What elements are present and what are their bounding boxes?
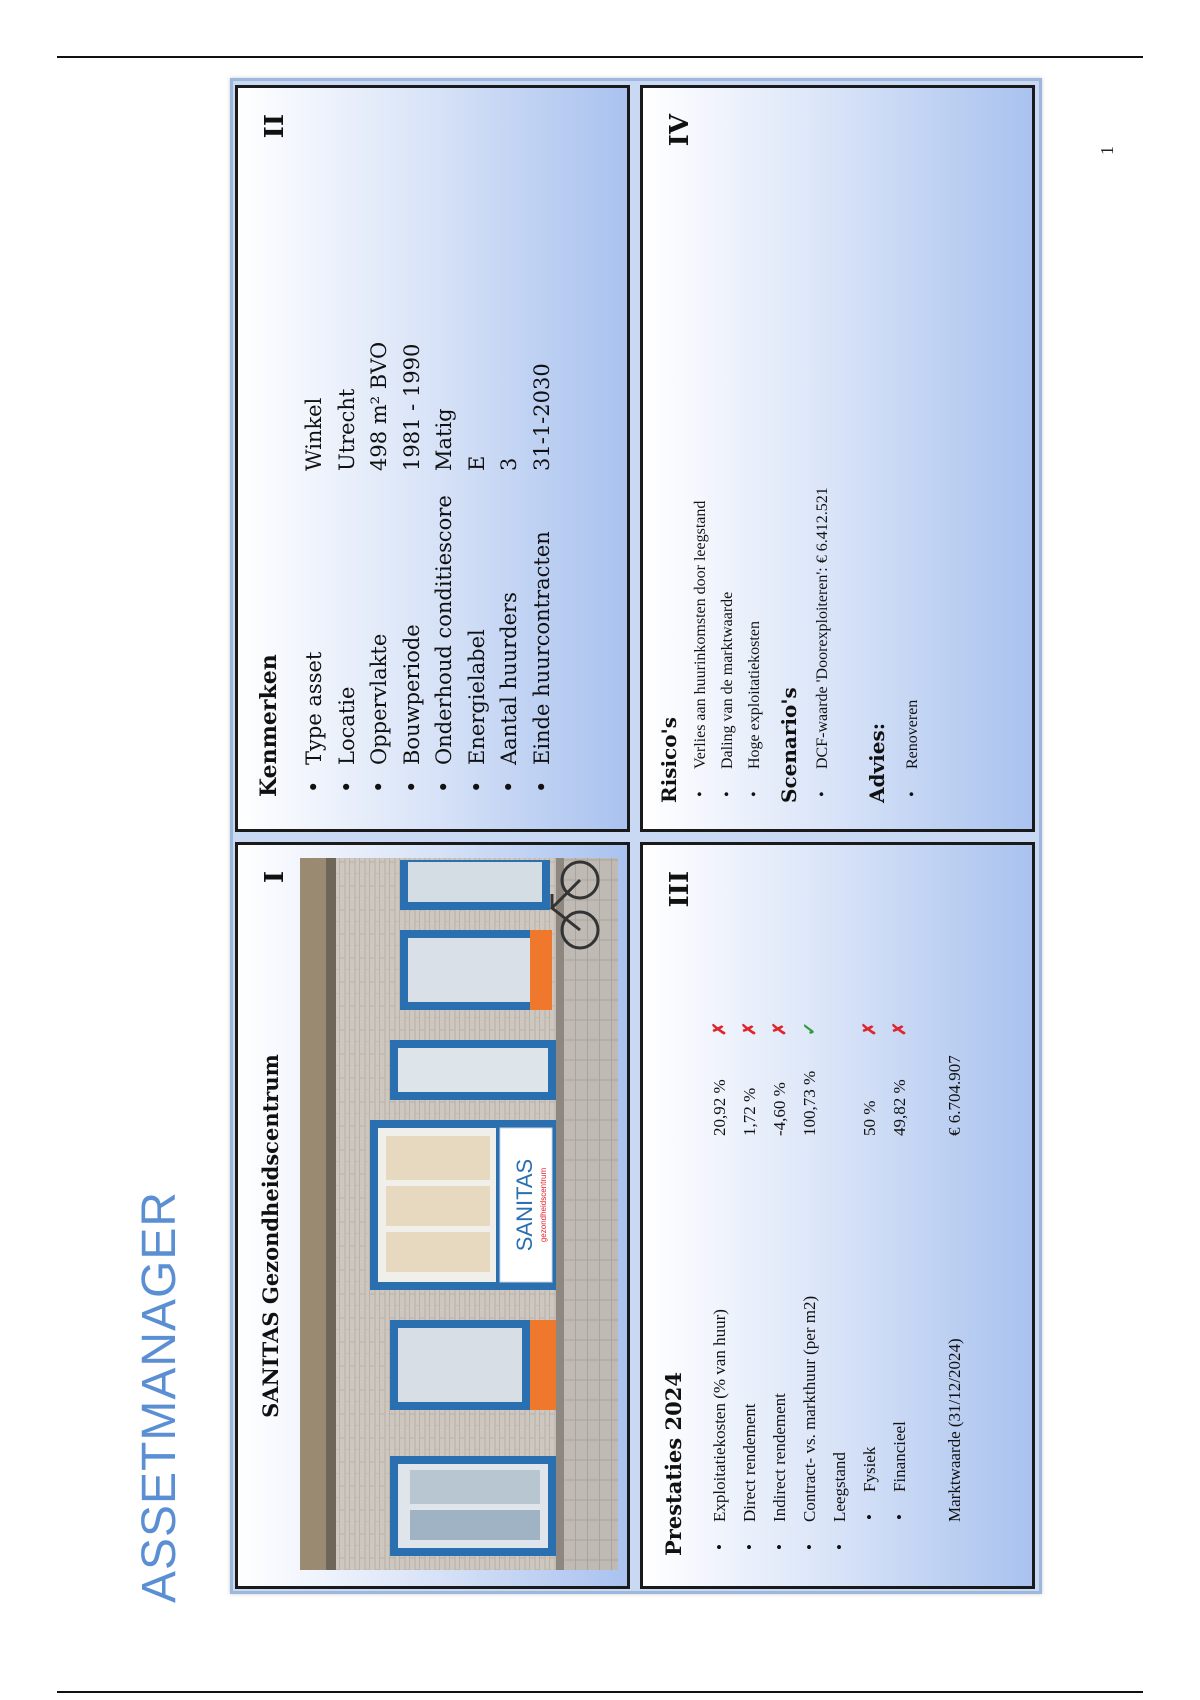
- kenmerken-title: Kenmerken: [256, 654, 282, 797]
- list-item: [363, 342, 396, 799]
- cross-icon: ✗: [710, 1021, 729, 1036]
- risico-list: [687, 501, 768, 803]
- prestaties-list: [705, 1016, 915, 1556]
- list-item: [765, 1016, 795, 1556]
- prestaties-title: Prestaties 2024: [661, 1372, 686, 1556]
- list-item: [493, 342, 526, 799]
- item-label: Bouwperiode: [399, 624, 424, 765]
- panel-risico-advies: [640, 85, 1035, 832]
- item-value: E: [464, 455, 489, 471]
- marktwaarde-value: € 6.704.907: [945, 1055, 964, 1136]
- item-value: 3: [497, 457, 521, 471]
- marktwaarde-label: Marktwaarde (31/12/2024): [945, 1338, 964, 1522]
- top-rule: [57, 56, 1143, 58]
- list-item: [428, 342, 461, 799]
- list-item: • DCF-waarde 'Doorexploiteren': € 6.412.521: [809, 487, 836, 803]
- item-value: 31-1-2030: [529, 363, 554, 471]
- list-item: • Daling van de marktwaarde: [714, 501, 741, 803]
- list-item: [795, 1016, 825, 1556]
- risico-title: Risico's: [657, 717, 681, 803]
- list-item: [298, 342, 331, 799]
- cross-icon: ✗: [770, 1021, 789, 1036]
- shop-sign-sub: gezondheidscentrum: [539, 1167, 548, 1243]
- page-number: 1: [1097, 146, 1117, 155]
- list-item: • Renoveren: [899, 700, 926, 803]
- marktwaarde-row: [945, 1055, 965, 1522]
- advies-title: Advies:: [865, 722, 889, 803]
- list-item: [705, 1016, 735, 1556]
- list-item: • Hoge exploitatiekosten: [741, 501, 768, 803]
- cross-icon: ✗: [740, 1021, 759, 1036]
- item-label: Indirect rendement: [770, 1393, 789, 1522]
- panel-number: III: [665, 871, 695, 908]
- item-value: Matig: [432, 408, 456, 471]
- item-value: 20,92 %: [710, 1079, 729, 1136]
- item-value: 498 m² BVO: [367, 341, 391, 471]
- advies-list: [899, 700, 926, 803]
- item-value: 1,72 %: [740, 1087, 759, 1136]
- item-label: Oppervlakte: [367, 633, 391, 765]
- list-item: [735, 1016, 765, 1556]
- cross-icon: ✗: [890, 1021, 909, 1036]
- scenario-title: Scenario's: [777, 687, 801, 803]
- list-item: [526, 342, 559, 799]
- item-label: Locatie: [334, 686, 359, 765]
- item-label: Type asset: [302, 651, 326, 765]
- scenario-list: [809, 487, 836, 803]
- list-item: [331, 342, 364, 799]
- item-value: Utrecht: [334, 388, 359, 471]
- kenmerken-list: [298, 342, 558, 799]
- item-value: 1981 - 1990: [399, 343, 424, 471]
- item-label: Fysiek: [860, 1446, 879, 1492]
- slide-content: [235, 83, 1037, 1589]
- list-item: [461, 342, 494, 799]
- property-photo: [300, 858, 618, 1570]
- panel-property-photo: [235, 842, 630, 1589]
- shop-sign: SANITAS: [512, 1158, 537, 1252]
- check-icon: ✓: [800, 1021, 819, 1036]
- item-label: Aantal huurders: [497, 592, 521, 765]
- list-item: • Verlies aan huurinkomsten door leegstand: [687, 501, 714, 803]
- item-label: Leegstand: [830, 1452, 849, 1522]
- bottom-rule: [57, 1691, 1143, 1693]
- item-value: 50 %: [860, 1100, 879, 1136]
- panel-number: IV: [665, 114, 695, 147]
- list-item: [855, 1016, 885, 1556]
- item-label: Direct rendement: [740, 1403, 759, 1522]
- item-label: Exploitatiekosten (% van huur): [710, 1309, 729, 1522]
- list-item: [396, 342, 429, 799]
- item-value: 100,73 %: [800, 1070, 819, 1136]
- panel-number: I: [260, 871, 290, 884]
- item-value: 49,82 %: [890, 1079, 909, 1136]
- item-label: Onderhoud conditiescore: [432, 495, 456, 765]
- list-item: [825, 1016, 855, 1556]
- cross-icon: ✗: [860, 1021, 879, 1036]
- panel-prestaties: [640, 842, 1035, 1589]
- item-label: Energielabel: [464, 629, 489, 765]
- item-label: Einde huurcontracten: [529, 531, 554, 765]
- item-value: -4,60 %: [770, 1082, 789, 1136]
- item-label: Contract- vs. markthuur (per m2): [800, 1295, 819, 1522]
- page-title: ASSETMANAGER: [133, 1190, 186, 1603]
- item-label: Financieel: [890, 1421, 909, 1492]
- panel-number: II: [260, 114, 290, 139]
- panel-kenmerken: [235, 85, 630, 832]
- item-value: Winkel: [302, 397, 326, 471]
- property-name: SANITAS Gezondheidscentrum: [258, 1054, 283, 1418]
- list-item: [885, 1016, 915, 1556]
